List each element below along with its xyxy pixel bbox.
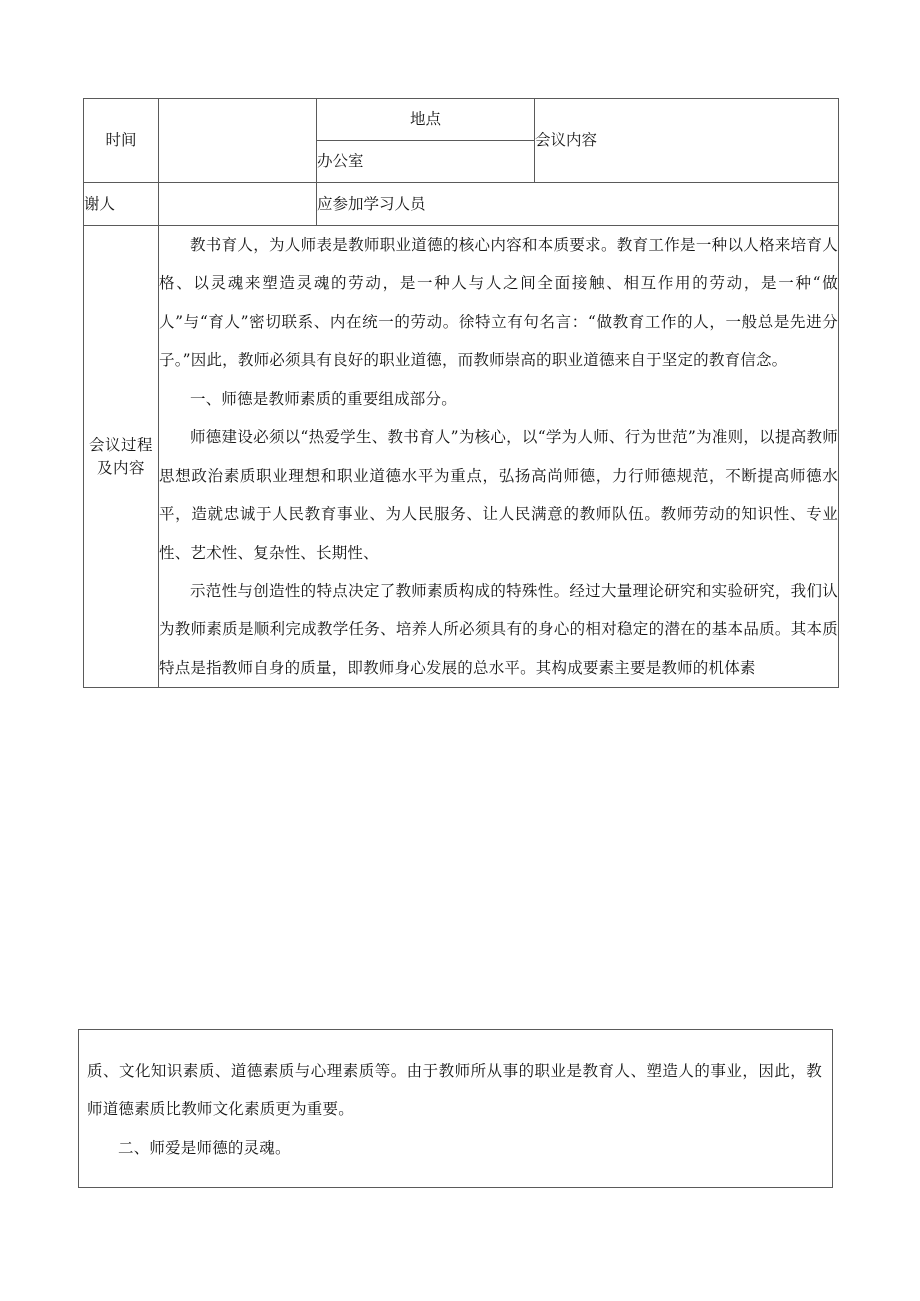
table-row-meeting-body <box>84 226 839 688</box>
body-paragraph-2: 一、师德是教师素质的重要组成部分。 <box>190 389 457 408</box>
continuation-body-cell <box>79 1030 833 1188</box>
table-row-recorder-attendees <box>84 183 839 226</box>
table-row-continuation <box>79 1030 833 1188</box>
body-paragraph-1: 教书育人，为人师表是教师职业道德的核心内容和本质要求。教育工作是一种以人格来培育人格、以灵魂来塑造灵魂的劳动，是一种人与人之间全面接触、相互作用的劳动，是一种“做人”与“育人”密切联系、内在统一的劳动。徐特立有句名言：“做教育工作的人，一般总是先进分子。”因此，教师必须具有良好的职业道德，而教师崇高的职业道德来自于坚定的教育信念。 <box>159 236 838 370</box>
place-label-cell: 地点 <box>317 99 535 141</box>
continuation-paragraph-2: 二、师爱是师德的灵魂。 <box>118 1138 291 1157</box>
recorder-value-cell[interactable] <box>159 183 317 226</box>
meeting-body-cell <box>159 226 839 688</box>
recorder-label-cell: 谢人 <box>84 183 159 226</box>
attendees-label-cell: 应参加学习人员 <box>317 183 839 226</box>
table-row-time-place <box>84 99 839 141</box>
body-paragraph-3: 师德建设必须以“热爱学生、教书育人”为核心，以“学为人师、行为世范”为准则，以提高教师思想政治素质职业理想和职业道德水平为重点，弘扬高尚师德，力行师德规范，不断提高师德水平，造就忠诚于人民教育事业、为人民服务、让人民满意的教师队伍。教师劳动的知识性、专业性、艺术性、复杂性、长期性、 <box>159 428 838 562</box>
continuation-paragraph-1: 质、文化知识素质、道德素质与心理素质等。由于教师所从事的职业是教育人、塑造人的事业，因此，教师道德素质比教师文化素质更为重要。 <box>87 1062 822 1119</box>
time-value-cell[interactable] <box>159 99 317 183</box>
process-content-label-text: 会议过程及内容 <box>88 436 153 477</box>
meeting-record-continuation-table <box>78 1029 833 1188</box>
meeting-topic-label-cell: 会议内容 <box>535 99 839 183</box>
time-label-cell: 时间 <box>84 99 159 183</box>
body-paragraph-4: 示范性与创造性的特点决定了教师素质构成的特殊性。经过大量理论研究和实验研究，我们认为教师素质是顺利完成教学任务、培养人所必须具有的身心的相对稳定的潜在的基本品质。其本质特点是指教师自身的质量，即教师身心发展的总水平。其构成要素主要是教师的机体素 <box>159 581 838 677</box>
place-value-cell[interactable]: 办公室 <box>317 141 535 183</box>
meeting-record-main-table <box>83 98 839 688</box>
process-content-label-cell <box>84 226 159 688</box>
